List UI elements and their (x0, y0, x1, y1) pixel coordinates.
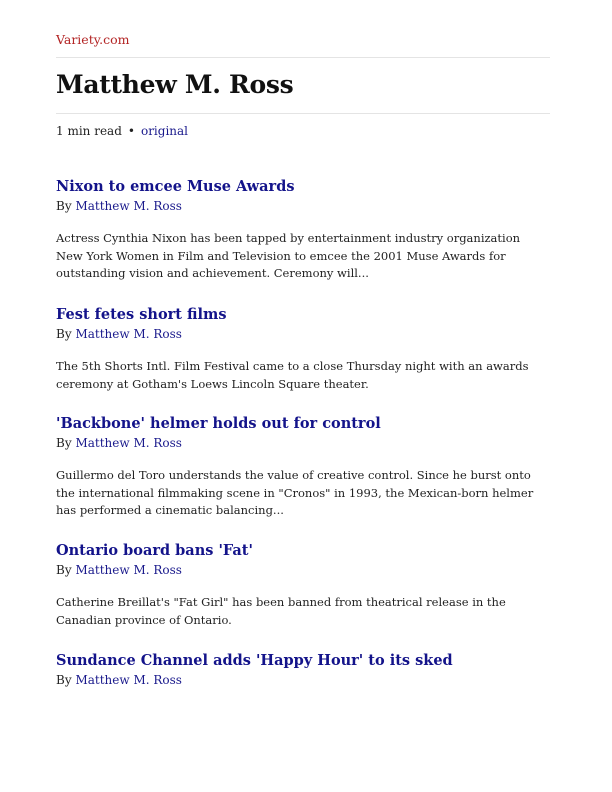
meta-separator: • (127, 124, 135, 138)
article-summary: Catherine Breillat's "Fat Girl" has been banned from theatrical release in the Canadian province of Ontario. (56, 595, 506, 627)
title-divider (56, 113, 550, 114)
byline (56, 198, 550, 214)
article-title-link[interactable]: 'Backbone' helmer holds out for control (56, 415, 381, 432)
byline-label: By (56, 673, 72, 687)
byline-label: By (56, 563, 72, 577)
read-time: 1 min read (56, 124, 122, 138)
byline (56, 326, 550, 342)
article-title-link[interactable]: Sundance Channel adds 'Happy Hour' to its sked (56, 652, 453, 669)
author-link[interactable]: Matthew M. Ross (75, 673, 182, 687)
page-title: Matthew M. Ross (56, 70, 294, 99)
author-link[interactable]: Matthew M. Ross (75, 199, 182, 213)
article-item (56, 651, 550, 688)
original-link[interactable]: original (140, 124, 189, 138)
byline (56, 562, 550, 578)
byline (56, 672, 550, 688)
article-title-link[interactable]: Ontario board bans 'Fat' (56, 542, 253, 559)
header-divider (56, 57, 550, 58)
byline-label: By (56, 199, 72, 213)
author-link[interactable]: Matthew M. Ross (75, 327, 182, 341)
article-summary: Actress Cynthia Nixon has been tapped by entertainment industry organization New York Women in Film and Television to emcee the 2001 Muse Awards for outstanding vision and achievement. Ceremony will... (56, 231, 521, 280)
author-link[interactable]: Matthew M. Ross (75, 436, 182, 450)
article-item (56, 305, 550, 393)
author-link[interactable]: Matthew M. Ross (75, 563, 182, 577)
article-meta (56, 124, 188, 138)
site-link[interactable]: Variety.com (56, 32, 130, 47)
byline (56, 435, 550, 451)
article-item (56, 541, 550, 629)
article-summary: The 5th Shorts Intl. Film Festival came to a close Thursday night with an awards ceremony at Gotham's Loews Lincoln Square theater. (56, 359, 529, 391)
article-summary: Guillermo del Toro understands the value of creative control. Since he burst onto the international filmmaking scene in "Cronos" in 1993, the Mexican-born helmer has performed a cinematic balancing... (56, 468, 534, 517)
byline-label: By (56, 327, 72, 341)
article-item (56, 177, 550, 283)
article-title-link[interactable]: Nixon to emcee Muse Awards (56, 178, 295, 195)
byline-label: By (56, 436, 72, 450)
article-title-link[interactable]: Fest fetes short films (56, 306, 227, 323)
article-item (56, 414, 550, 520)
